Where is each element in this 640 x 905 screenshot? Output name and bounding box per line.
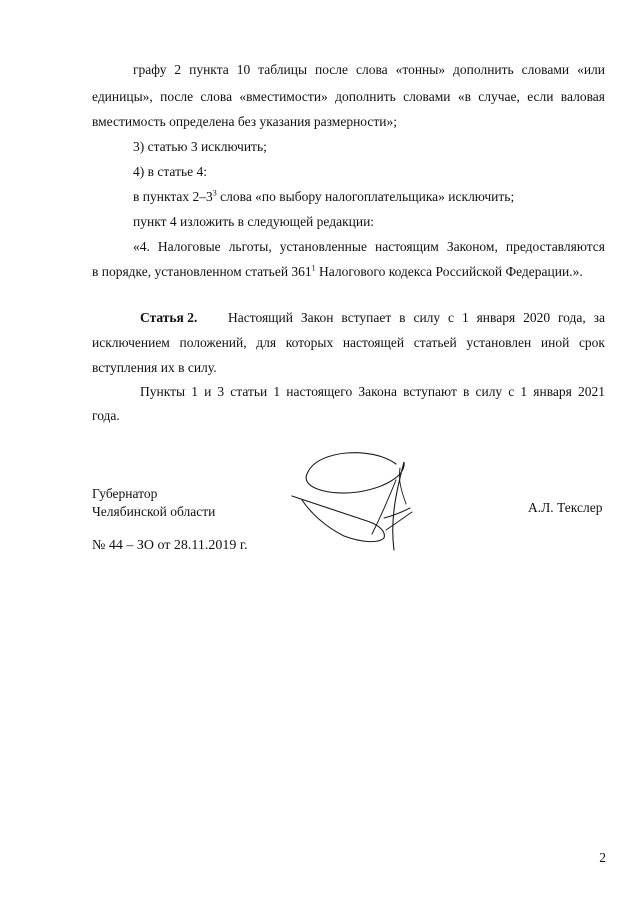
amendment-item xyxy=(133,189,514,205)
signatory-title: Челябинской области xyxy=(92,504,216,519)
article-text-line: Настоящий Закон вступает в силу с 1 января 2020 года, за xyxy=(228,310,605,325)
article-heading: Статья 2. xyxy=(140,310,198,325)
law-number: № 44 – ЗО от 28.11.2019 г. xyxy=(92,538,248,553)
amendment-text-line: вместимость определена без указания размерности»; xyxy=(92,114,398,129)
signatory-name: А.Л. Текслер xyxy=(528,500,603,515)
amendment-text-line: графу 2 пункта 10 таблицы после слова «тонны» дополнить словами «или xyxy=(133,62,605,77)
amendment-text: слова «по выбору налогоплательщика» исключить; xyxy=(216,189,515,204)
amendment-text-line: единицы», после слова «вместимости» дополнить словами «в случае, если валовая xyxy=(92,89,605,104)
signatory-title: Губернатор xyxy=(92,486,158,501)
amendment-item: 4) в статье 4: xyxy=(133,164,207,179)
quoted-text: в порядке, установленном статьей 361 xyxy=(92,264,312,279)
superscript: 1 xyxy=(311,263,316,273)
article-text-line: Пункты 1 и 3 статьи 1 настоящего Закона вступают в силу с 1 января 2021 xyxy=(140,384,605,399)
amendment-item: 3) статью 3 исключить; xyxy=(133,139,267,154)
page-number: 2 xyxy=(599,850,606,865)
article-text-line: исключением положений, для которых настоящей статьей установлен иной срок xyxy=(92,335,605,350)
article-text-line: вступления их в силу. xyxy=(92,360,217,375)
quoted-text-line xyxy=(92,264,583,280)
amendment-item: пункт 4 изложить в следующей редакции: xyxy=(133,214,375,229)
amendment-text: в пунктах 2–3 xyxy=(133,189,213,204)
quoted-text-line: «4. Налоговые льготы, установленные настоящим Законом, предоставляются xyxy=(133,239,605,254)
article-text-line: года. xyxy=(92,408,120,423)
superscript: 3 xyxy=(212,188,217,198)
quoted-text: Налогового кодекса Российской Федерации.». xyxy=(315,264,583,279)
handwritten-signature xyxy=(288,452,418,552)
